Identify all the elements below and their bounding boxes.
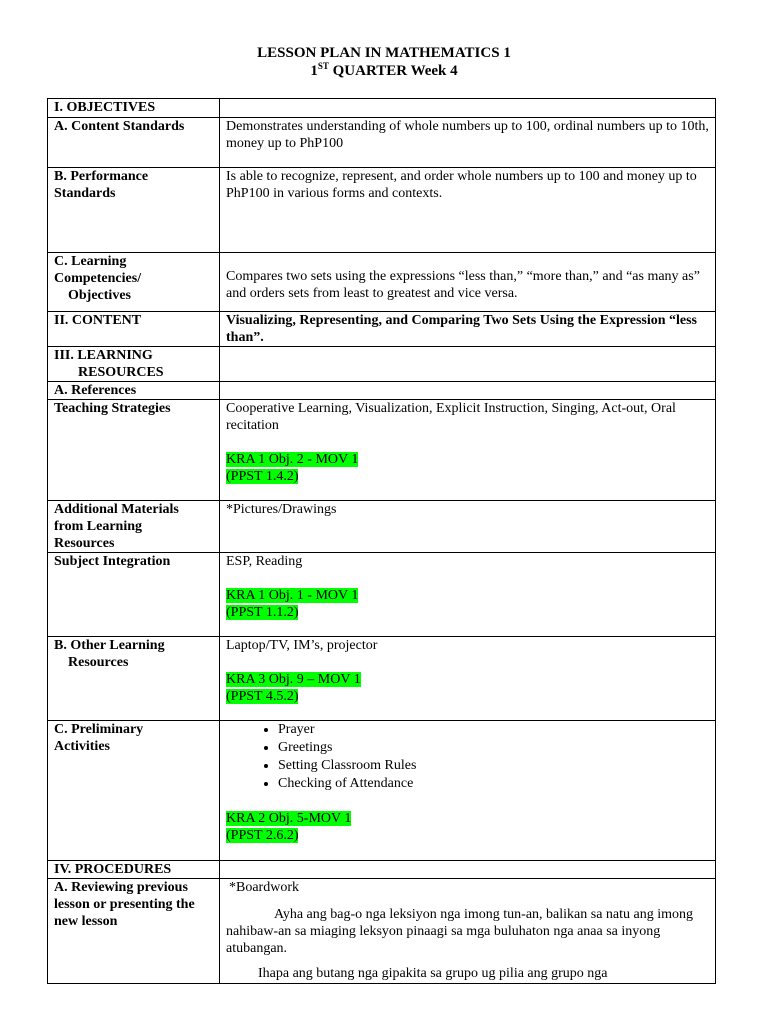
subject-integration-text: ESP, Reading [226, 554, 303, 569]
teaching-strategies-cell [220, 400, 716, 501]
competencies-label: C. Learning Competencies/ Objectives [48, 253, 220, 312]
reviewing-paragraph-1: Ayha ang bag-o nga leksiyon nga imong tun-an, balikan sa natu ang imong nahibaw-an sa miaging leksyon pinaagi sa mga buluhaton nga anaa sa inyong atubangan. [226, 907, 694, 956]
content-standards-label: A. Content Standards [48, 118, 220, 168]
document-title: LESSON PLAN IN MATHEMATICS 1 [257, 45, 511, 61]
performance-standards-label: B. Performance Standards [48, 168, 220, 253]
boardwork-text: *Boardwork [229, 880, 299, 895]
list-item: • Setting Classroom Rules [278, 757, 709, 775]
reviewing-cell [220, 879, 716, 984]
teaching-ppst: (PPST 1.4.2) [226, 469, 299, 484]
row-other-resources [48, 637, 716, 721]
subject-kra: KRA 1 Obj. 1 - MOV 1 [226, 588, 359, 603]
teaching-kra: KRA 1 Obj. 2 - MOV 1 [226, 452, 359, 467]
references-value [220, 382, 716, 400]
row-objectives [48, 99, 716, 118]
content-label: II. CONTENT [48, 312, 220, 347]
other-resources-cell [220, 637, 716, 721]
content-standards-text: Demonstrates understanding of whole numbers up to 100, ordinal numbers up to 10th, money up to PhP100 [220, 118, 716, 168]
procedures-label: IV. PROCEDURES [48, 861, 220, 879]
preliminary-list [226, 721, 709, 793]
other-resources-text: Laptop/TV, IM’s, projector [226, 638, 378, 653]
content-text: Visualizing, Representing, and Comparing Two Sets Using the Expression “less than”. [220, 312, 716, 347]
quarter-superscript: ST [317, 61, 329, 71]
row-references [48, 382, 716, 400]
preliminary-cell [220, 721, 716, 861]
list-item: • Greetings [278, 739, 709, 757]
list-item: • Checking of Attendance [278, 775, 709, 793]
row-teaching-strategies [48, 400, 716, 501]
preliminary-ppst: (PPST 2.6.2) [226, 828, 299, 843]
row-content-standards [48, 118, 716, 168]
objectives-value [220, 99, 716, 118]
procedures-value [220, 861, 716, 879]
competencies-text: Compares two sets using the expressions “less than,” “more than,” and “as many as” and orders sets from least to greatest and vice versa. [220, 253, 716, 312]
learning-resources-label: III. LEARNING RESOURCES [48, 347, 220, 382]
references-label: A. References [48, 382, 220, 400]
other-resources-label: B. Other Learning Resources [48, 637, 220, 721]
objectives-label: I. OBJECTIVES [48, 99, 220, 118]
row-learning-resources [48, 347, 716, 382]
reviewing-label: A. Reviewing previous lesson or presenting the new lesson [48, 879, 220, 984]
preliminary-label: C. Preliminary Activities [48, 721, 220, 861]
row-subject-integration [48, 553, 716, 637]
other-ppst: (PPST 4.5.2) [226, 689, 299, 704]
row-performance-standards [48, 168, 716, 253]
preliminary-kra: KRA 2 Obj. 5-MOV 1 [226, 811, 352, 826]
row-procedures [48, 861, 716, 879]
row-reviewing [48, 879, 716, 984]
additional-materials-text: *Pictures/Drawings [220, 501, 716, 553]
document-subtitle [0, 62, 768, 80]
quarter-number: 1 [310, 63, 318, 79]
row-competencies [48, 253, 716, 312]
additional-materials-label: Additional Materials from Learning Resources [48, 501, 220, 553]
subject-ppst: (PPST 1.1.2) [226, 605, 299, 620]
quarter-week: QUARTER Week 4 [328, 63, 458, 79]
teaching-strategies-label: Teaching Strategies [48, 400, 220, 501]
performance-standards-text: Is able to recognize, represent, and order whole numbers up to 100 and money up to PhP100 in various forms and contexts. [220, 168, 716, 253]
other-kra: KRA 3 Obj. 9 – MOV 1 [226, 672, 361, 687]
row-additional-materials [48, 501, 716, 553]
row-content [48, 312, 716, 347]
lesson-plan-table [47, 98, 716, 984]
row-preliminary [48, 721, 716, 861]
subject-integration-label: Subject Integration [48, 553, 220, 637]
reviewing-paragraph-2: Ihapa ang butang nga gipakita sa grupo ug pilia ang grupo nga [258, 966, 608, 981]
list-item: • Prayer [278, 721, 709, 739]
learning-resources-value [220, 347, 716, 382]
subject-integration-cell [220, 553, 716, 637]
teaching-strategies-text: Cooperative Learning, Visualization, Explicit Instruction, Singing, Act-out, Oral recitation [226, 401, 676, 433]
